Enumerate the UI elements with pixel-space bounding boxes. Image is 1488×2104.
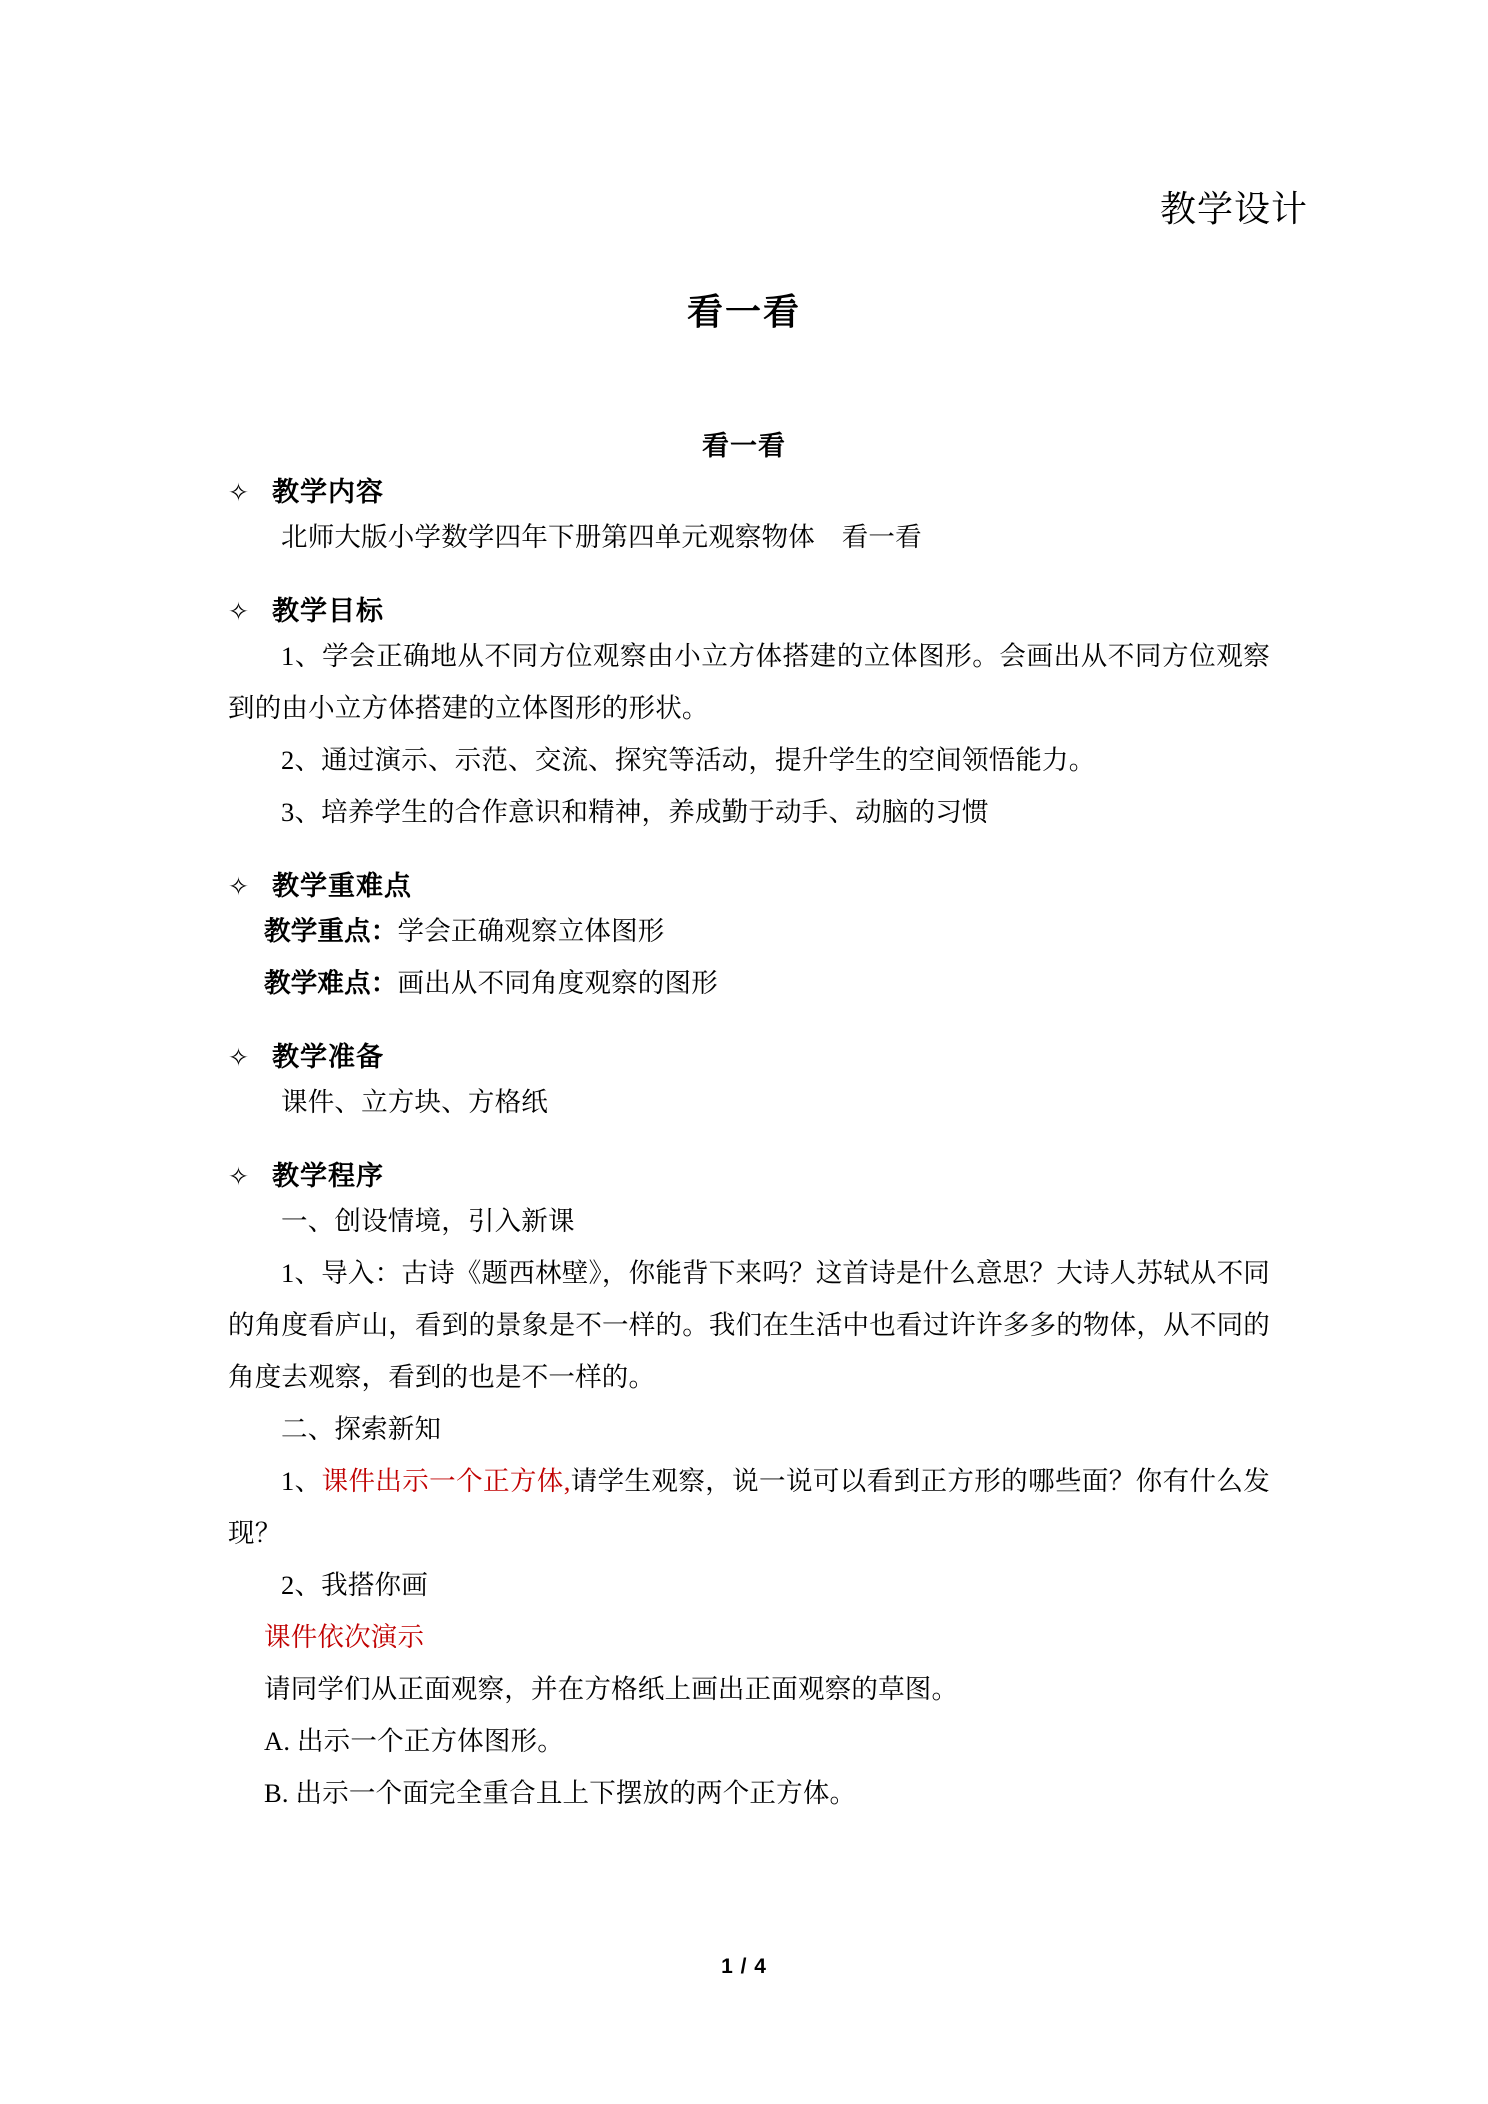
section-heading-teaching-content <box>228 470 1270 509</box>
section-heading-label: 教学准备 <box>272 1042 384 1072</box>
item-body-text: 请学生观察，说一说可以看到正方形的哪些面？你有什么发现？ <box>228 1466 1270 1548</box>
key-point-label: 教学重点： <box>264 916 398 946</box>
diamond-bullet-icon: ✧ <box>228 1045 250 1072</box>
diamond-bullet-icon: ✧ <box>228 1164 250 1191</box>
demo-note-red: 课件依次演示 <box>264 1622 425 1652</box>
procedure-item-one <box>228 1455 1270 1559</box>
teaching-content-line: 北师大版小学数学四年下册第四单元观察物体 看一看 <box>281 522 922 552</box>
section-heading-label: 教学内容 <box>272 477 384 507</box>
diamond-bullet-icon: ✧ <box>228 480 250 507</box>
objective-item: 1、学会正确地从不同方位观察由小立方体搭建的立体图形。会画出从不同方位观察到的由小立方体搭建的立体图形的形状。 <box>228 641 1270 723</box>
option-a-line: A. 出示一个正方体图形。 <box>264 1726 564 1756</box>
section-heading-label: 教学重难点 <box>272 871 412 901</box>
difficult-point-line <box>228 957 1270 1009</box>
item-number: 1、 <box>281 1466 322 1496</box>
difficult-point-text: 画出从不同角度观察的图形 <box>397 968 718 998</box>
procedure-step-two-title: 二、探索新知 <box>281 1414 442 1444</box>
section-heading-key-and-difficult-points <box>228 864 1270 903</box>
difficult-point-label: 教学难点： <box>264 968 398 998</box>
emphasis-red-text: 课件出示一个正方体, <box>321 1466 571 1496</box>
preparation-line: 课件、立方块、方格纸 <box>281 1087 548 1117</box>
document-body <box>228 470 1270 1819</box>
section-heading-label: 教学目标 <box>272 596 384 626</box>
procedure-step-one-title: 一、创设情境，引入新课 <box>281 1206 575 1236</box>
key-point-text: 学会正确观察立体图形 <box>397 916 665 946</box>
section-heading-teaching-procedure <box>228 1154 1270 1193</box>
page-title: 看一看 <box>686 292 801 332</box>
diamond-bullet-icon: ✧ <box>228 874 250 901</box>
procedure-item-two: 2、我搭你画 <box>281 1570 428 1600</box>
key-point-line <box>228 905 1270 957</box>
objective-item: 3、培养学生的合作意识和精神，养成勤于动手、动脑的习惯 <box>281 797 989 827</box>
procedure-step-one-body: 1、导入：古诗《题西林壁》，你能背下来吗？这首诗是什么意思？大诗人苏轼从不同的角度看庐山，看到的景象是不一样的。我们在生活中也看过许许多多的物体，从不同的角度去观察，看到的也是不一样的。 <box>228 1258 1270 1392</box>
page-number-footer: 1 / 4 <box>721 1955 767 1978</box>
section-heading-teaching-objectives <box>228 589 1270 628</box>
option-b-line: B. 出示一个面完全重合且上下摆放的两个正方体。 <box>264 1778 857 1808</box>
lesson-subtitle: 看一看 <box>702 431 786 461</box>
document-header: 教学设计 <box>1159 189 1308 229</box>
objective-item: 2、通过演示、示范、交流、探究等活动，提升学生的空间领悟能力。 <box>281 745 1096 775</box>
section-heading-teaching-preparation <box>228 1035 1270 1074</box>
instruction-line: 请同学们从正面观察，并在方格纸上画出正面观察的草图。 <box>264 1674 959 1704</box>
section-heading-label: 教学程序 <box>272 1161 384 1191</box>
diamond-bullet-icon: ✧ <box>228 599 250 626</box>
